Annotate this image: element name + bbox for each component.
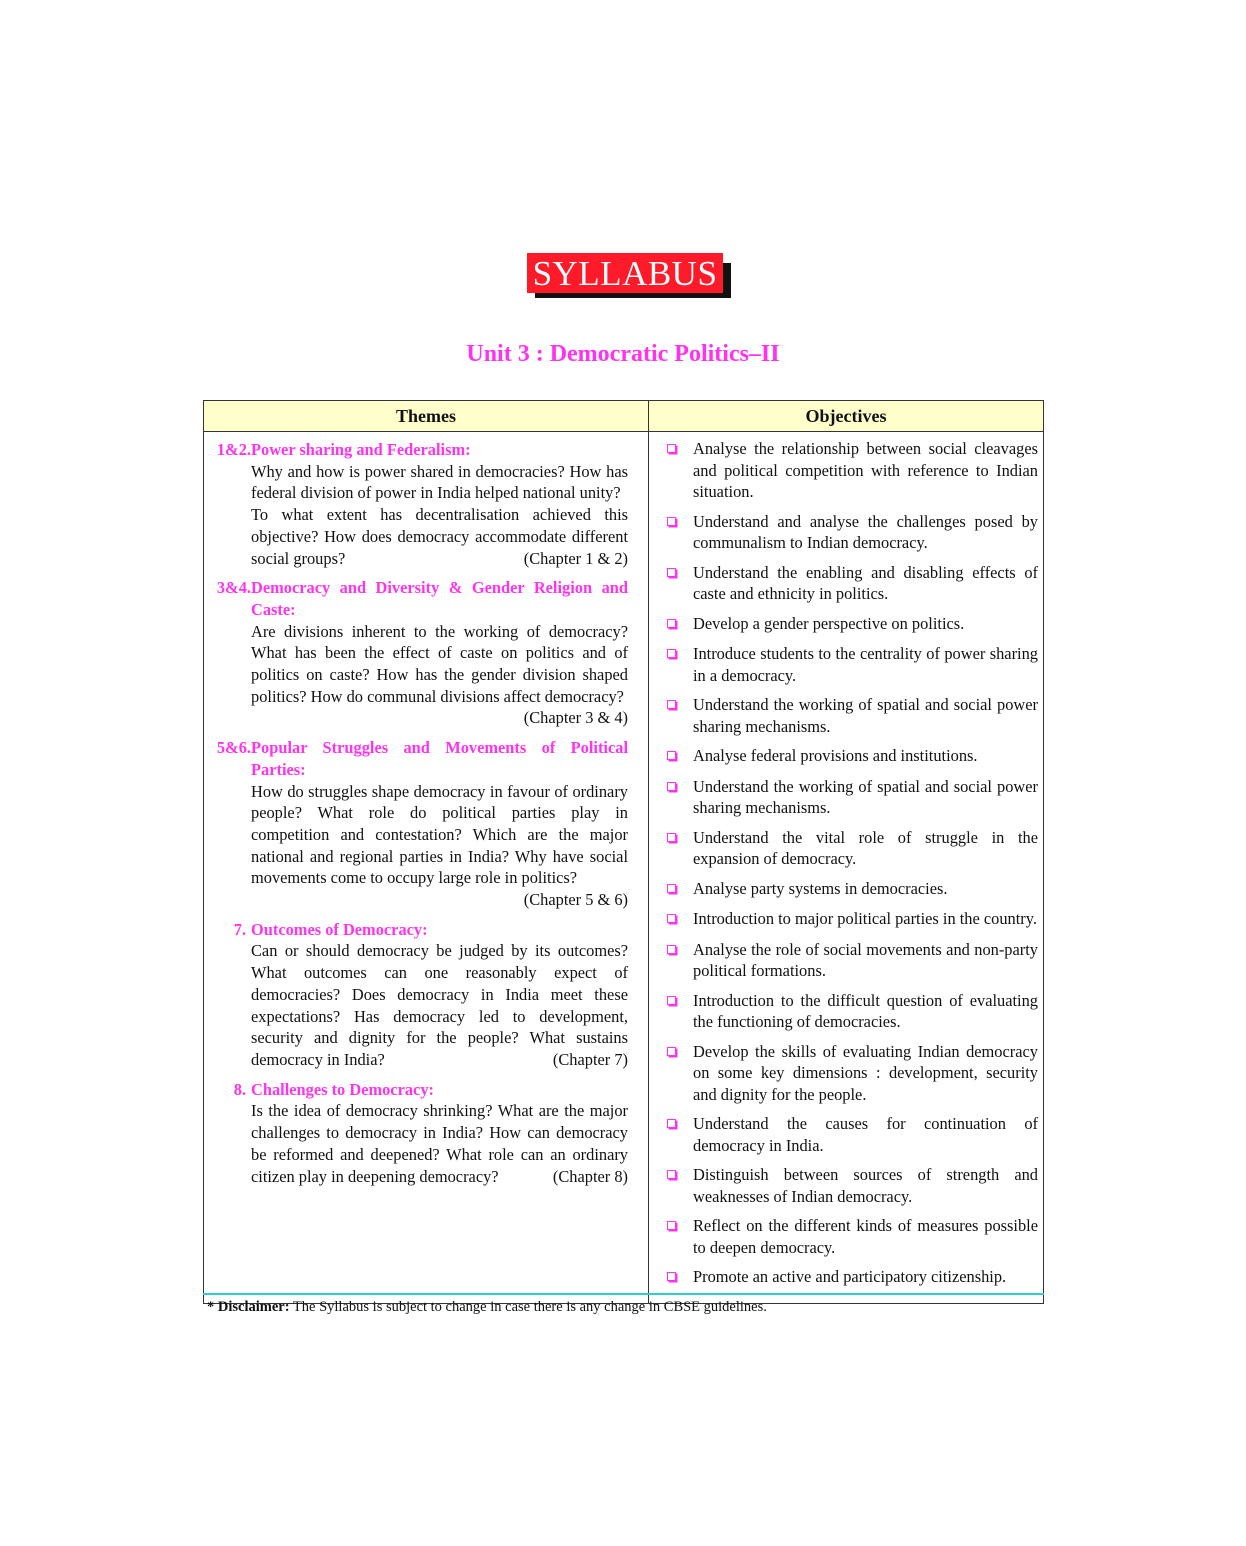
checkbox-bullet-icon — [667, 776, 693, 819]
syllabus-table — [203, 400, 1044, 1304]
objective-item — [667, 827, 1038, 870]
checkbox-bullet-icon — [667, 1041, 693, 1106]
chapter-ref: (Chapter 5 & 6) — [523, 890, 628, 910]
theme-text — [251, 781, 628, 911]
objective-item — [667, 1113, 1038, 1156]
checkbox-bullet-icon — [667, 562, 693, 605]
theme-text — [251, 940, 628, 1070]
chapter-ref: (Chapter 1 & 2) — [523, 548, 628, 568]
checkbox-bullet-icon — [667, 613, 693, 636]
objective-item — [667, 990, 1038, 1033]
theme-question: Can or should democracy be judged by its outcomes? What outcomes can one reasonably expect of democracies? Does democracy in India meet these expectations? Has democracy led to development, security and dignity for the people? What sustains democracy in India? — [251, 941, 628, 1069]
theme-number: 8. — [233, 1079, 246, 1099]
checkbox-bullet-icon — [667, 1266, 693, 1289]
theme-text — [251, 461, 628, 504]
disclaimer-label: * Disclaimer: — [207, 1299, 290, 1315]
theme-question: How do struggles shape democracy in favour of ordinary people? What role do political parties play in competition and contestation? Which are the major national and regional parties in India? Why have social movements come to occupy large role in politics? — [251, 781, 628, 888]
objective-text: Understand the working of spatial and social power sharing mechanisms. — [693, 776, 1038, 817]
checkbox-bullet-icon — [667, 878, 693, 901]
objective-item — [667, 1215, 1038, 1258]
syllabus-banner — [527, 253, 723, 293]
theme-number: 7. — [233, 919, 246, 939]
objective-text: Understand and analyse the challenges posed by communalism to Indian democracy. — [693, 511, 1038, 552]
themes-header: Themes — [204, 401, 649, 432]
objective-item — [667, 878, 1038, 901]
chapter-ref: (Chapter 8) — [552, 1166, 628, 1186]
objective-item — [667, 694, 1038, 737]
theme-section — [210, 1079, 628, 1188]
objective-item — [667, 776, 1038, 819]
objective-item — [667, 643, 1038, 686]
objective-item — [667, 1164, 1038, 1207]
theme-text — [251, 1100, 628, 1187]
checkbox-bullet-icon — [667, 1113, 693, 1156]
theme-section — [210, 737, 628, 911]
objective-text: Analyse the relationship between social cleavages and political competition with reference to Indian situation. — [693, 439, 1038, 501]
objective-text: Understand the enabling and disabling effects of caste and ethnicity in politics. — [693, 562, 1038, 603]
objective-text: Develop the skills of evaluating Indian democracy on some key dimensions : development, security and dignity for the people. — [693, 1041, 1038, 1104]
theme-question: Why and how is power shared in democracies? How has federal division of power in India helped national unity? — [251, 461, 628, 503]
checkbox-bullet-icon — [667, 643, 693, 686]
divider — [203, 1293, 1044, 1295]
objective-text: Introduction to major political parties in the country. — [693, 909, 1037, 928]
objective-item — [667, 613, 1038, 636]
disclaimer-text: The Syllabus is subject to change in case there is any change in CBSE guidelines. — [292, 1299, 767, 1315]
theme-number: 5&6. — [216, 738, 251, 758]
checkbox-bullet-icon — [667, 438, 693, 503]
checkbox-bullet-icon — [667, 908, 693, 931]
objective-item — [667, 438, 1038, 503]
objective-text: Distinguish between sources of strength and weaknesses of Indian democracy. — [693, 1165, 1038, 1206]
objective-item — [667, 562, 1038, 605]
checkbox-bullet-icon — [667, 1164, 693, 1207]
theme-title: Outcomes of Democracy: — [251, 919, 428, 939]
objective-text: Introduction to the difficult question of evaluating the functioning of democracies. — [693, 990, 1038, 1031]
checkbox-bullet-icon — [667, 1215, 693, 1258]
disclaimer — [207, 1299, 767, 1316]
checkbox-bullet-icon — [667, 990, 693, 1033]
objective-text: Analyse federal provisions and institutions. — [693, 746, 978, 765]
theme-title: Power sharing and Federalism: — [251, 440, 471, 459]
objective-text: Introduce students to the centrality of power sharing in a democracy. — [693, 644, 1038, 685]
objective-item — [667, 1266, 1038, 1289]
checkbox-bullet-icon — [667, 745, 693, 768]
themes-cell — [204, 432, 649, 1304]
objective-text: Understand the working of spatial and social power sharing mechanisms. — [693, 695, 1038, 736]
theme-section — [210, 577, 628, 729]
checkbox-bullet-icon — [667, 694, 693, 737]
theme-question: Is the idea of democracy shrinking? What are the major challenges to democracy in India? How can democracy be reformed and deepened? What role can an ordinary citizen play in deepening democracy? — [251, 1101, 628, 1186]
chapter-ref: (Chapter 7) — [552, 1049, 628, 1069]
objective-text: Understand the causes for continuation of democracy in India. — [693, 1114, 1038, 1155]
banner-title: SYLLABUS — [527, 253, 723, 293]
objective-text: Reflect on the different kinds of measures possible to deepen democracy. — [693, 1216, 1038, 1257]
objective-text: Understand the vital role of struggle in the expansion of democracy. — [693, 827, 1038, 868]
checkbox-bullet-icon — [667, 827, 693, 870]
objective-item — [667, 939, 1038, 982]
theme-number: 1&2. — [216, 440, 251, 459]
objective-text: Promote an active and participatory citizenship. — [693, 1267, 1007, 1286]
objectives-cell — [649, 432, 1044, 1304]
objectives-header: Objectives — [649, 401, 1044, 432]
theme-section — [210, 439, 628, 569]
objective-text: Develop a gender perspective on politics. — [693, 613, 965, 633]
objective-item — [667, 1041, 1038, 1106]
checkbox-bullet-icon — [667, 511, 693, 554]
objective-item — [667, 745, 1038, 768]
objective-text: Analyse the role of social movements and non-party political formations. — [693, 939, 1038, 980]
checkbox-bullet-icon — [667, 939, 693, 982]
objective-item — [667, 908, 1038, 931]
objective-text: Analyse party systems in democracies. — [693, 878, 948, 898]
theme-question: To what extent has decentralisation achieved this objective? How does democracy accommodate different social groups? — [251, 505, 628, 568]
theme-number: 3&4. — [216, 578, 251, 598]
theme-title: Democracy and Diversity & Gender Religion and Caste: — [251, 578, 628, 619]
theme-text — [251, 621, 628, 730]
theme-title: Popular Struggles and Movements of Political Parties: — [251, 738, 628, 779]
unit-title: Unit 3 : Democratic Politics–II — [466, 341, 780, 367]
theme-section — [210, 919, 628, 1071]
chapter-ref: (Chapter 3 & 4) — [523, 708, 628, 728]
objective-item — [667, 511, 1038, 554]
theme-text — [251, 504, 628, 569]
theme-question: Are divisions inherent to the working of democracy? What has been the effect of caste on politics and of politics on caste? How has the gender division shaped politics? How do communal divisions affect democracy? — [251, 621, 628, 706]
theme-title: Challenges to Democracy: — [251, 1079, 434, 1099]
